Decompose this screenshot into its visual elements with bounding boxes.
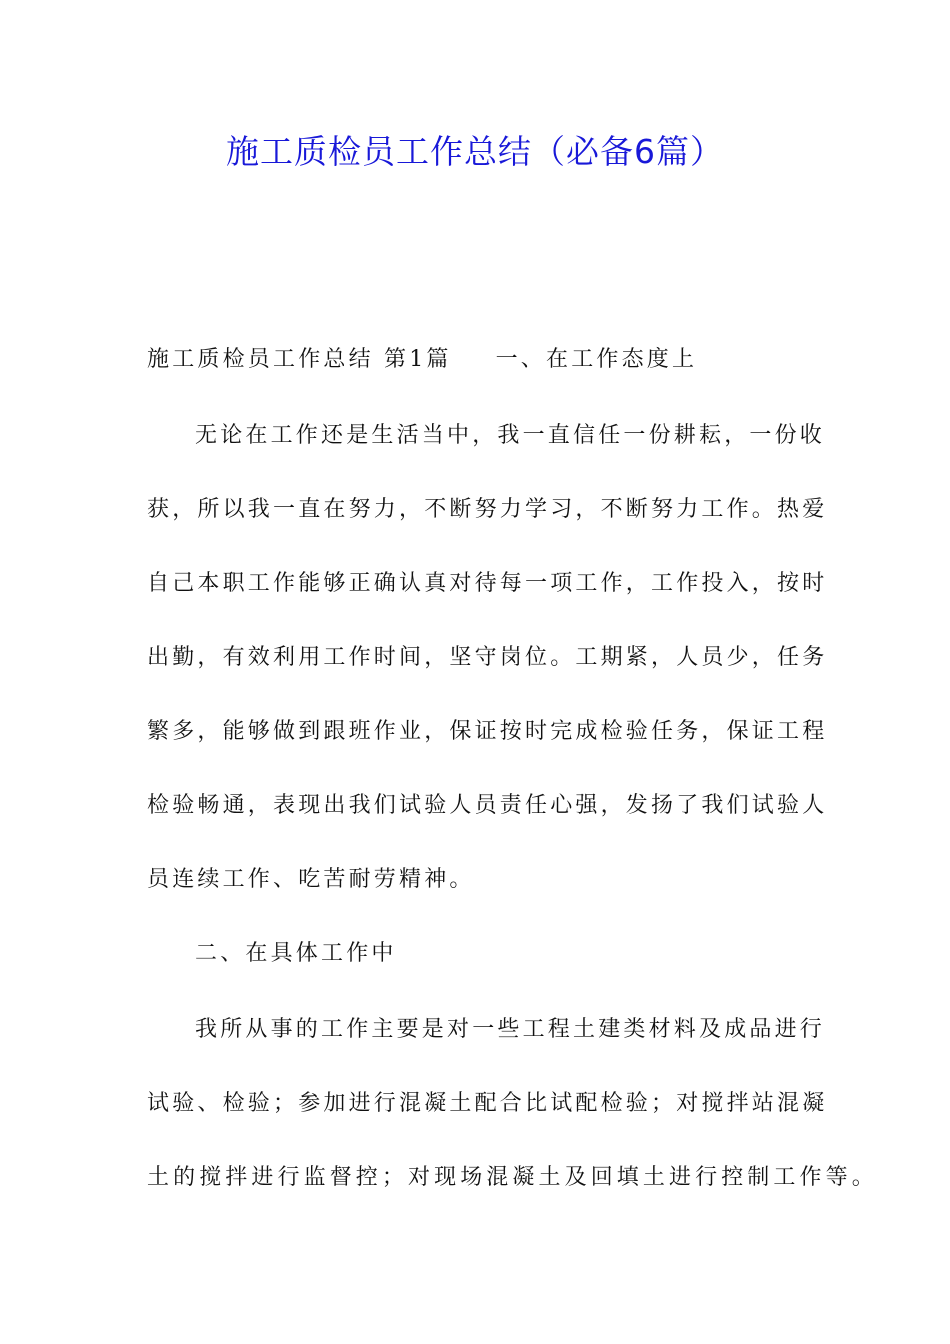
section-heading: 施工质检员工作总结 第1篇 (147, 347, 452, 372)
document-title: 施工质检员工作总结（必备6篇） (226, 132, 724, 171)
paragraph-line: 获，所以我一直在努力，不断努力学习，不断努力工作。热爱 (147, 497, 828, 522)
paragraph-line: 无论在工作还是生活当中，我一直信任一份耕耘，一份收 (195, 423, 826, 448)
paragraph-line: 繁多，能够做到跟班作业，保证按时完成检验任务，保证工程 (147, 719, 828, 744)
subsection-heading: 二、在具体工作中 (195, 941, 397, 966)
subsection-heading: 一、在工作态度上 (495, 347, 698, 372)
paragraph-line: 员连续工作、吃苦耐劳精神。 (147, 867, 475, 892)
paragraph-line: 自己本职工作能够正确认真对待每一项工作，工作投入，按时 (147, 571, 828, 596)
paragraph-line: 检验畅通，表现出我们试验人员责任心强，发扬了我们试验人 (147, 793, 828, 818)
paragraph-line: 土的搅拌进行监督控；对现场混凝土及回填土进行控制工作等。 (147, 1165, 878, 1190)
heading-line (147, 340, 827, 380)
paragraph-line: 出勤，有效利用工作时间，坚守岗位。工期紧，人员少，任务 (147, 645, 828, 670)
paragraph-line: 试验、检验；参加进行混凝土配合比试配检验；对搅拌站混凝 (147, 1091, 828, 1116)
paragraph-line: 我所从事的工作主要是对一些工程土建类材料及成品进行 (195, 1017, 826, 1042)
